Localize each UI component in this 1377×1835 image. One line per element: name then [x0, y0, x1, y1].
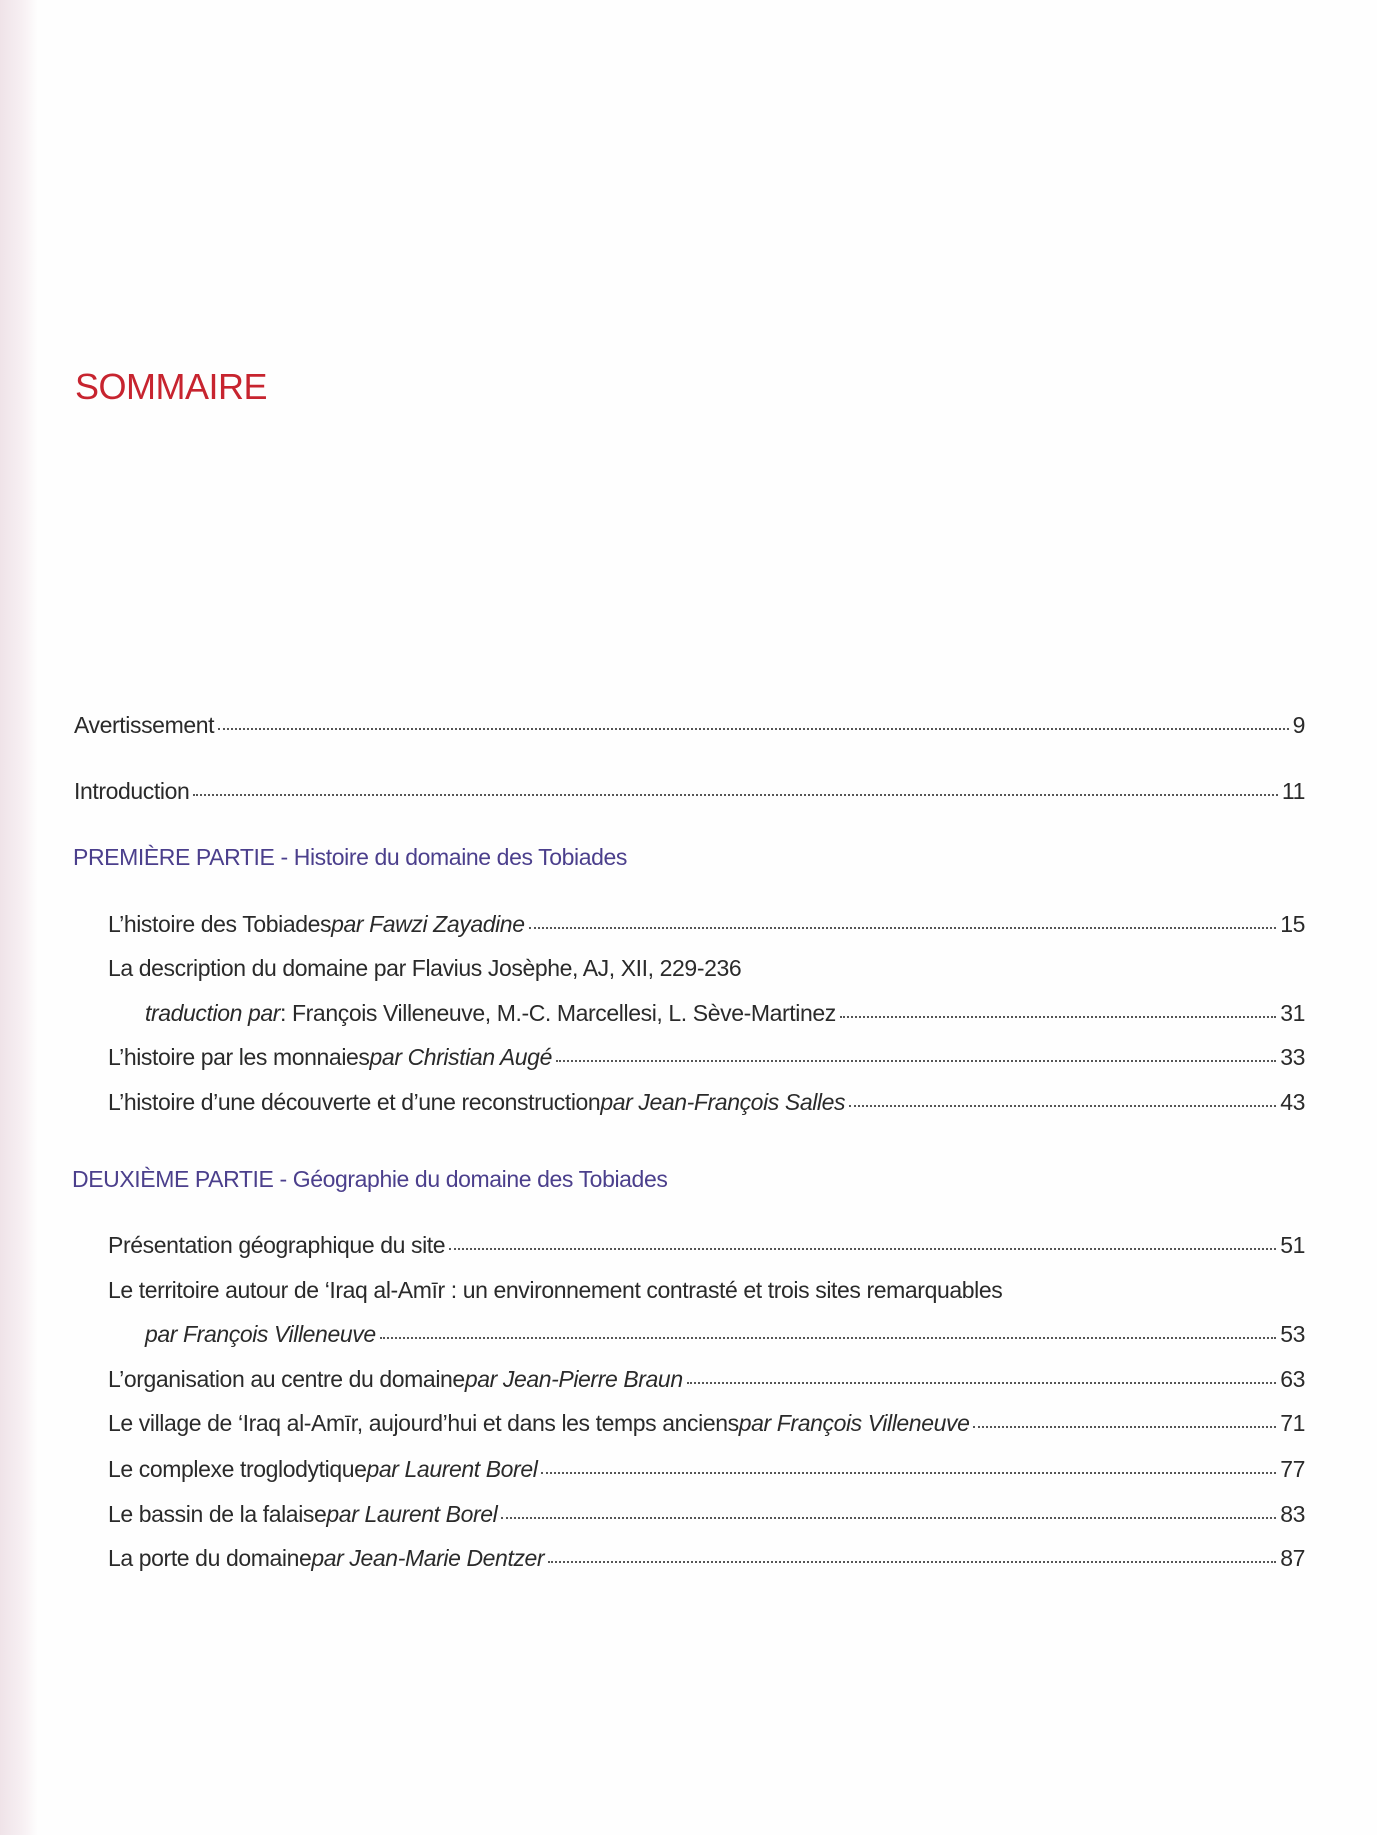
page-number: 51 — [1280, 1232, 1305, 1258]
page-number: 63 — [1280, 1366, 1305, 1392]
entry-author: par François Villeneuve — [145, 1321, 376, 1347]
entry-author: par Laurent Borel — [326, 1501, 498, 1527]
entry-author: par Christian Augé — [369, 1044, 552, 1070]
page-number: 71 — [1280, 1410, 1305, 1436]
dot-leader — [973, 1426, 1276, 1428]
page-number: 11 — [1281, 778, 1305, 804]
part-subtitle: - Géographie du domaine des Tobiades — [279, 1166, 668, 1192]
part-heading-2 — [72, 1166, 667, 1193]
dot-leader — [529, 927, 1277, 929]
entry-title: Le bassin de la falaise — [108, 1501, 327, 1527]
dot-leader — [556, 1060, 1276, 1062]
toc-entry[interactable] — [108, 955, 741, 982]
toc-entry-avertissement[interactable] — [74, 712, 1305, 739]
page-number: 87 — [1280, 1545, 1305, 1571]
entry-author: par Laurent Borel — [366, 1456, 538, 1482]
toc-entry[interactable] — [108, 1232, 1305, 1259]
dot-leader — [501, 1517, 1276, 1519]
page-title: SOMMAIRE — [75, 366, 268, 407]
part-label: PREMIÈRE PARTIE — [73, 844, 275, 870]
page-number: 15 — [1280, 911, 1305, 937]
entry-title: La porte du domaine — [108, 1545, 312, 1571]
dot-leader — [218, 728, 1288, 730]
entry-title: Introduction — [74, 778, 190, 804]
part-label: DEUXIÈME PARTIE — [72, 1166, 274, 1192]
toc-entry[interactable] — [108, 1410, 1305, 1437]
dot-leader — [449, 1248, 1276, 1250]
dot-leader — [849, 1105, 1276, 1107]
toc-entry[interactable] — [108, 1277, 1002, 1304]
page-edge-shadow — [0, 0, 38, 1835]
entry-author: par Jean-Pierre Braun — [464, 1366, 683, 1392]
page-number: 33 — [1280, 1044, 1305, 1070]
entry-title: L’histoire d’une découverte et d’une reconstruction — [108, 1089, 601, 1115]
entry-title: Le complexe troglodytique — [108, 1456, 367, 1482]
dot-leader — [193, 794, 1278, 796]
page-number: 9 — [1292, 712, 1305, 738]
page-number: 31 — [1280, 1000, 1305, 1026]
page-number: 77 — [1280, 1456, 1305, 1482]
entry-title: : François Villeneuve, M.-C. Marcellesi, L. Sève-Martinez — [280, 1000, 836, 1026]
toc-entry[interactable] — [108, 911, 1305, 938]
toc-entry[interactable] — [108, 1456, 1305, 1483]
dot-leader — [687, 1382, 1276, 1384]
entry-title: Avertissement — [74, 712, 215, 738]
entry-author: par Jean-Marie Dentzer — [311, 1545, 545, 1571]
entry-translation-label: traduction par — [145, 1000, 281, 1026]
toc-entry[interactable] — [108, 1545, 1305, 1572]
page-number: 43 — [1280, 1089, 1305, 1115]
entry-author: par Fawzi Zayadine — [331, 911, 525, 937]
part-subtitle: - Histoire du domaine des Tobiades — [280, 844, 628, 870]
dot-leader — [548, 1561, 1276, 1563]
entry-title: La description du domaine par Flavius Josèphe, AJ, XII, 229-236 — [108, 955, 742, 981]
toc-entry[interactable] — [145, 1000, 1305, 1027]
toc-entry[interactable] — [108, 1089, 1305, 1116]
entry-title: Présentation géographique du site — [108, 1232, 446, 1258]
dot-leader — [840, 1016, 1276, 1018]
entry-title: Le village de ‘Iraq al-Amīr, aujourd’hui et dans les temps anciens — [108, 1410, 739, 1436]
entry-title: Le territoire autour de ‘Iraq al-Amīr : un environnement contrasté et trois sites remarquables — [108, 1277, 1003, 1303]
page-number: 53 — [1280, 1321, 1305, 1347]
entry-author: par François Villeneuve — [738, 1410, 970, 1436]
dot-leader — [380, 1337, 1276, 1339]
entry-title: L’organisation au centre du domaine — [108, 1366, 465, 1392]
dot-leader — [541, 1472, 1276, 1474]
toc-entry[interactable] — [108, 1044, 1305, 1071]
entry-title: L’histoire par les monnaies — [108, 1044, 370, 1070]
entry-author: par Jean-François Salles — [600, 1089, 846, 1115]
toc-entry-introduction[interactable] — [74, 778, 1305, 805]
toc-entry[interactable] — [108, 1501, 1305, 1528]
toc-entry[interactable] — [108, 1366, 1305, 1393]
entry-title: L’histoire des Tobiades — [108, 911, 332, 937]
toc-entry[interactable] — [145, 1321, 1305, 1348]
page-number: 83 — [1280, 1501, 1305, 1527]
part-heading-1 — [73, 844, 627, 871]
